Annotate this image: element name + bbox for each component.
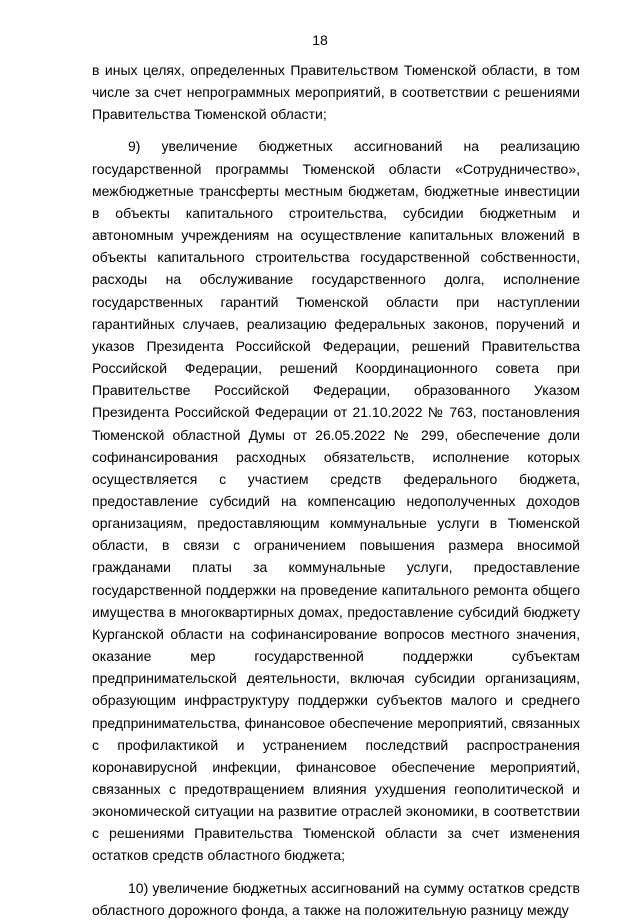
paragraph-item-10: 10) увеличение бюджетных ассигнований на сумму остатков средств областного дорожного фонда, а также на положительную разницу между	[92, 879, 580, 918]
paragraph-continuation: в иных целях, определенных Правительством Тюменской области, в том числе за счет непрограммных мероприятий, в соответствии с решениями Правительства Тюменской области;	[92, 62, 580, 123]
document-body	[92, 59, 580, 921]
page-number: 18	[312, 32, 328, 48]
paragraph-item-9: 9) увеличение бюджетных ассигнований на реализацию государственной программы Тюменской области «Сотрудничество», межбюджетные трансферты местным бюджетам, бюджетные инвестиции в объекты капитального строительства, субсидии бюджетным и автономным учреждениям на осуществление капитальных вложений в объекты капитального строительства государственной собственности, расходы на обслуживание государственного долга, исполнение государственных гарантий Тюменской области при наступлении гарантийных случаев, реализацию федеральных законов, поручений и указов Президента Российской Федерации, решений Правительства Российской Федерации, решений Координационного совета при Правительстве Российской Федерации, образованного Указом Президента Российской Федерации от 21.10.2022 № 763, постановления Тюменской областной Думы от 26.05.2022 № 299, обеспечение доли софинансирования расходных обязательств, исполнение которых осуществляется с участием средств федерального бюджета, предоставление субсидий на компенсацию недополученных доходов организациям, предоставляющим коммунальные услуги в Тюменской области, в связи с ограничением повышения размера вносимой гражданами платы за коммунальные услуги, предоставление государственной поддержки на проведение капитального ремонта общего имущества в многоквартирных домах, предоставление субсидий бюджету Курганской области на софинансирование вопросов местного значения, оказание мер государственной поддержки субъектам предпринимательской деятельности, включая субсидии организациям, образующим инфраструктуру поддержки субъектов малого и среднего предпринимательства, финансовое обеспечение мероприятий, связанных с профилактикой и устранением последствий распространения коронавирусной инфекции, финансовое обеспечение мероприятий, связанных с предотвращением влияния ухудшения геополитической и экономической ситуации на развитие отраслей экономики, в соответствии с решениями Правительства Тюменской области за счет изменения остатков средств областного бюджета;	[92, 138, 580, 864]
